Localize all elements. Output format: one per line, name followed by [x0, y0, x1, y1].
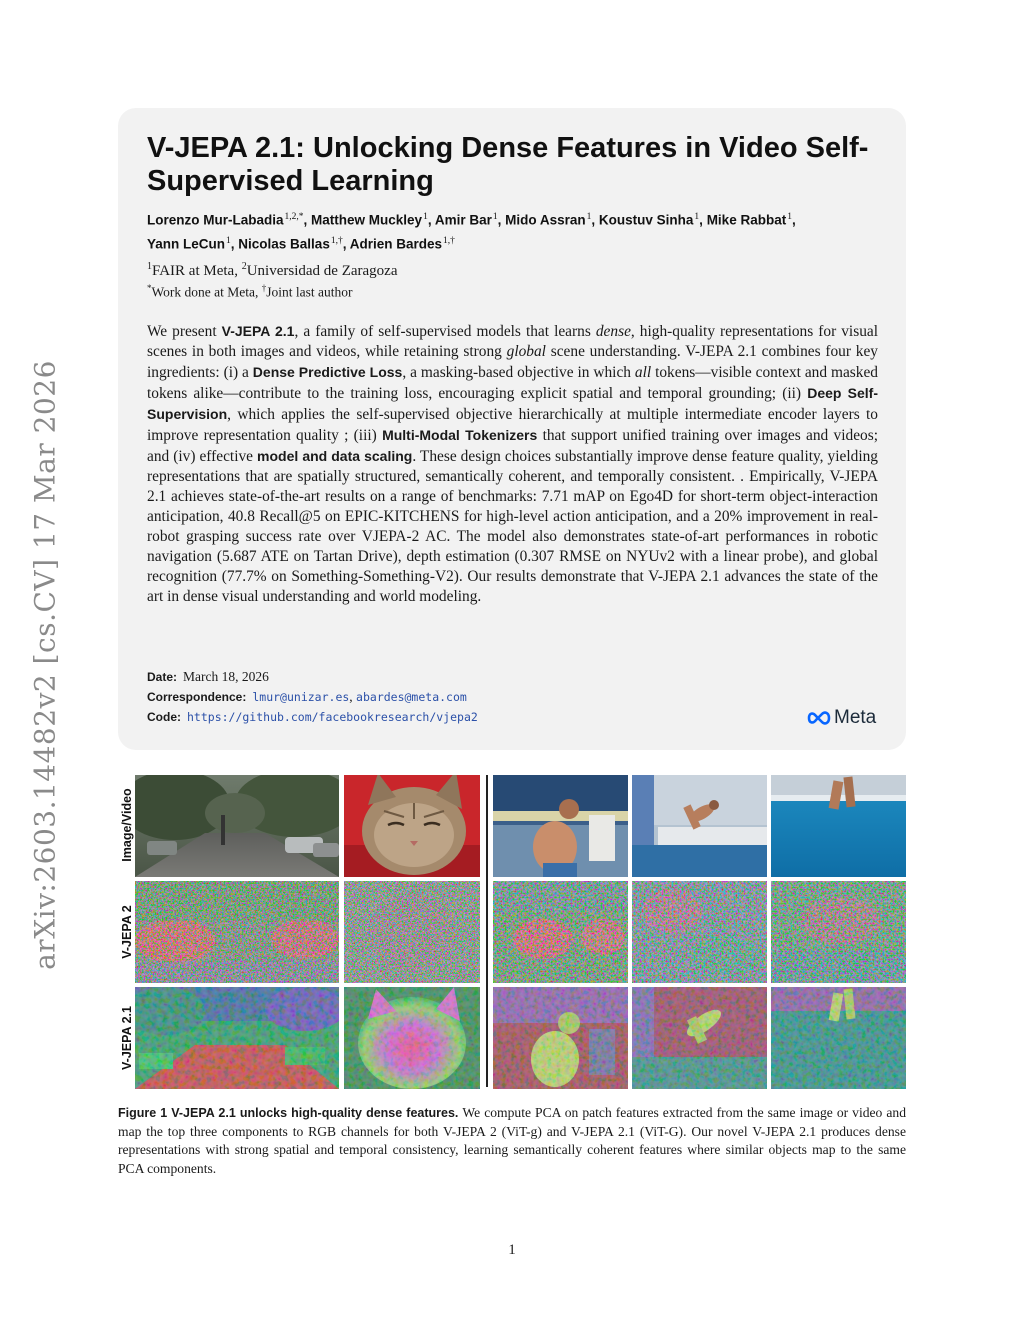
abstract-text: , a family of self-supervised models that learns: [294, 323, 596, 340]
author-name: Lorenzo Mur-Labadia: [147, 212, 284, 228]
affiliations: [147, 257, 397, 281]
meta-infinity-icon: [806, 710, 832, 726]
author-name: Adrien Bardes: [349, 236, 442, 251]
author-notes: [147, 279, 353, 302]
meta-logo: [806, 706, 876, 730]
author-name: Koustuv Sinha: [598, 212, 694, 228]
correspondence-label: Correspondence:: [147, 690, 247, 704]
abstract-text: , a masking-based objective in which: [402, 364, 635, 381]
email-separator: ,: [349, 689, 357, 704]
paper-title: V-JEPA 2.1: Unlocking Dense Features in Video Self-Supervised Learning: [147, 132, 869, 197]
date-label: Date:: [147, 670, 178, 684]
abstract-keyword: V-JEPA 2.1: [221, 323, 295, 339]
abstract-text: We present: [147, 323, 222, 340]
author-sup: 1: [226, 235, 231, 246]
pca-vjepa21-diver-3: [771, 987, 906, 1089]
code-label: Code:: [147, 710, 181, 724]
correspondence-row: [147, 687, 478, 707]
abstract-keyword: Dense Predictive Loss: [252, 364, 403, 380]
author-sup: 1,†: [443, 235, 455, 246]
date-value: March 18, 2026: [183, 669, 269, 684]
input-diver-frame-1: [493, 775, 628, 877]
abstract-text: , high-quality representations for visual scenes in both images and videos, while retaining strong: [147, 323, 879, 360]
author-sup: 1: [586, 212, 592, 222]
input-street-scene: [135, 775, 339, 877]
author-sup: 1,2,*: [284, 212, 304, 222]
author-name: Nicolas Ballas: [238, 236, 330, 251]
email-link[interactable]: abardes@meta.com: [356, 690, 467, 704]
abstract-keyword: Multi-Modal Tokenizers: [382, 427, 538, 443]
author-list: Lorenzo Mur-Labadia$^{1,2,*}$, Matthew Muckley$^1$, Amir Bar$^1$, Mido Assran$^1$, Koustuv Sinha$^1$, Mike Rabbat$^1$, Yann LeCun$^1$, Nicolas Ballas$^{1,\dagger}$, Adrien Bardes$^{1,\dagger}$: [147, 212, 796, 251]
input-diver-frame-2: [632, 775, 767, 877]
input-diver-frame-3: [771, 775, 906, 877]
pca-vjepa2-cat: [344, 881, 480, 983]
author-name: Amir Bar: [434, 212, 492, 228]
author-sup: 1: [492, 212, 498, 222]
abstract-emphasis: dense: [595, 323, 631, 340]
paper-metadata: [147, 667, 478, 727]
abstract-emphasis: global: [506, 343, 546, 360]
pca-vjepa21-diver-1: [493, 987, 628, 1089]
row-label-text: V-JEPA 2: [120, 905, 134, 959]
note-text: Work done at Meta,: [151, 284, 262, 300]
meta-logo-text: Meta: [834, 707, 877, 728]
abstract: [147, 321, 878, 607]
pca-vjepa21-diver-2: [632, 987, 767, 1089]
affil-sup: 1: [147, 261, 152, 272]
author-name: Mido Assran: [505, 212, 586, 228]
note-text: Joint last author: [266, 284, 353, 300]
pca-vjepa21-street: [135, 987, 339, 1089]
affil-text: Universidad de Zaragoza: [246, 263, 398, 279]
abstract-text: , which applies the self-supervised objective hierarchically at multiple intermediate encoder layers to improve representation quality ; (iii): [147, 406, 878, 444]
email-link[interactable]: lmur@unizar.es: [252, 690, 350, 704]
arxiv-side-identifier: [28, 360, 62, 970]
note-sup: *: [147, 283, 152, 293]
code-row: [147, 707, 478, 727]
affil-sup: 2: [241, 261, 247, 272]
note-sup: †: [261, 283, 267, 293]
caption-title: V-JEPA 2.1 unlocks high-quality dense features.: [171, 1106, 459, 1120]
row-label-vjepa21: [118, 987, 136, 1089]
pca-vjepa2-diver-1: [493, 881, 628, 983]
author-name: Matthew Muckley: [311, 212, 423, 228]
abstract-emphasis: all: [634, 364, 652, 381]
author-sup: 1,†: [330, 235, 343, 246]
figure-divider: [486, 775, 488, 1087]
pca-vjepa21-cat: [344, 987, 480, 1089]
pca-vjepa2-diver-3: [771, 881, 906, 983]
arxiv-side-text: arXiv:2603.14482v2 [cs.CV] 17 Mar 2026: [28, 360, 62, 970]
row-label-vjepa2: [118, 881, 136, 983]
affil-text: FAIR at Meta,: [152, 263, 242, 279]
date-row: [147, 667, 478, 687]
page-number: 1: [508, 1242, 516, 1258]
row-label-image-video: [118, 773, 136, 877]
row-label-text: Image/Video: [120, 788, 134, 862]
author-sup: 1: [787, 212, 792, 222]
abstract-keyword: model and data scaling: [257, 448, 413, 464]
pca-vjepa2-diver-2: [632, 881, 767, 983]
caption-label: Figure 1: [118, 1106, 168, 1120]
author-sup: 1: [423, 212, 428, 222]
figure-caption: [118, 1104, 906, 1178]
figure-1: [118, 773, 906, 1089]
pca-vjepa2-street: [135, 881, 339, 983]
author-sup: 1: [694, 212, 700, 222]
abstract-text: . These design choices substantially improve dense feature quality, yielding representations that are spatially structured, semantically coherent, and temporally consistent. . Empirically, V-JEPA 2.1 achieves state-of-the-art results on a range of benchmarks: 7.71 mAP on Ego4D for short-term object-interaction anticipation, 40.8 Recall@5 on EPIC-KITCHENS for high-level action anticipation, and a 20% improvement in real-robot grasping success rate over VJEPA-2 AC. The model also demonstrates state-of-art performances in robotic navigation (5.687 ATE on Tartan Drive), depth estimation (0.307 RMSE on NYUv2 with a linear probe), and global recognition (77.7% on Something-Something-V2). Our results demonstrate that V-JEPA 2.1 advances the state of the art in dense visual understanding and world modeling.: [147, 448, 878, 605]
author-name: Yann LeCun: [147, 236, 226, 251]
abstract-text: tokens—visible context and masked tokens alike—contribute to the training loss, encouraging explicit spatial and temporal grounding; (ii): [147, 364, 878, 402]
author-name: Mike Rabbat: [706, 212, 787, 228]
input-cat: [344, 775, 480, 877]
caption-body: We compute PCA on patch features extracted from the same image or video and map the top three components to RGB channels for both V-JEPA 2 (ViT-g) and V-JEPA 2.1 (ViT-G). Our novel V-JEPA 2.1 produces dense representations with strong spatial and temporal consistency, learning semantically coherent features where similar objects map to the same PCA components.: [118, 1105, 906, 1176]
row-label-text: V-JEPA 2.1: [120, 1006, 134, 1070]
abstract-text: that support unified training over images and videos; and (iv) effective: [147, 427, 878, 465]
abstract-text: scene understanding. V-JEPA 2.1 combines four key ingredients: (i) a: [147, 343, 878, 381]
abstract-keyword: Deep Self-Supervision: [147, 385, 878, 422]
code-link[interactable]: https://github.com/facebookresearch/vjepa2: [187, 710, 478, 724]
